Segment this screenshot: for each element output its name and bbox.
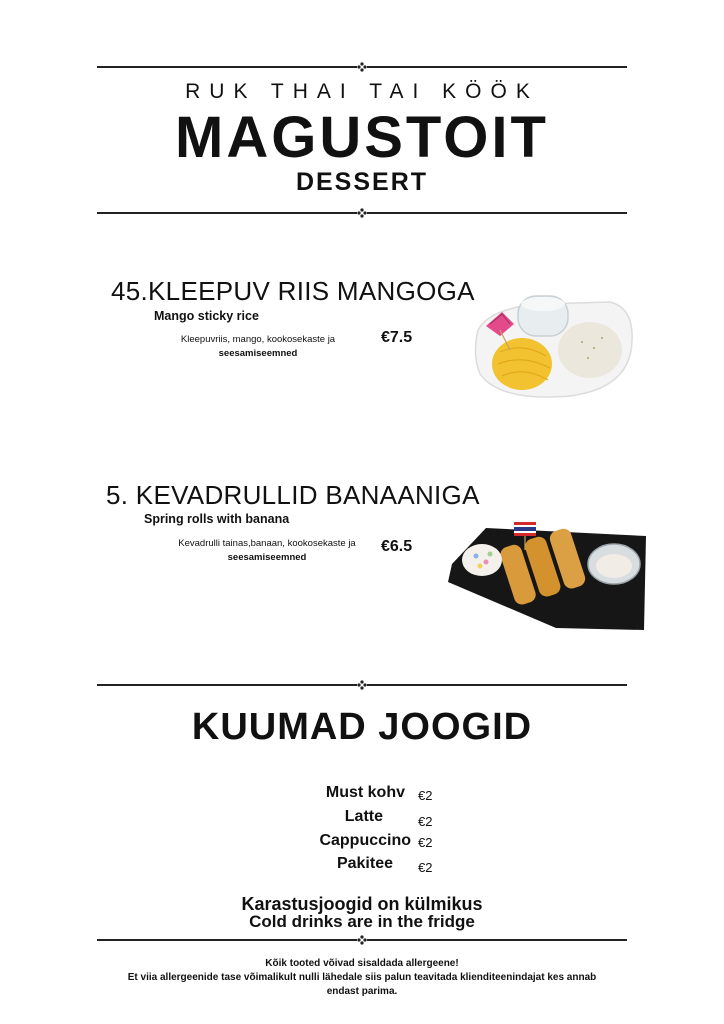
menu-item-price: €6.5 — [381, 538, 413, 555]
drink-name: Must kohv — [325, 784, 405, 801]
ornament-icon — [357, 680, 367, 690]
allergen-line: endast parima. — [326, 986, 398, 997]
top-divider — [97, 62, 627, 72]
footer-divider — [97, 935, 627, 945]
page-title: MAGUSTOIT — [175, 105, 549, 170]
drink-name: Cappuccino — [319, 832, 411, 849]
hot-drinks-title: KUUMAD JOOGID — [191, 706, 533, 748]
ornament-icon — [357, 935, 367, 945]
menu-item-name: 5. KEVADRULLID BANAANIGA — [106, 480, 480, 510]
spring-rolls-photo — [446, 520, 648, 632]
drink-price: €2 — [418, 814, 433, 829]
drink-name: Latte — [344, 808, 383, 825]
page-subtitle: DESSERT — [295, 168, 429, 196]
ornament-icon — [357, 208, 367, 218]
allergen-note — [0, 957, 724, 999]
allergen-line: Et viia allergeenide tase võimalikult nulli lähedale siis palun teavitada klienditeenindajat kes annab — [127, 972, 597, 983]
mango-sticky-rice-photo — [470, 290, 636, 402]
menu-item-name-en: Mango sticky rice — [154, 309, 259, 323]
allergen-line: Kõik tooted võivad sisaldada allergeene! — [265, 958, 459, 969]
menu-item-name: 45.KLEEPUV RIIS MANGOGA — [111, 276, 475, 306]
header-divider — [97, 208, 627, 218]
menu-item-name-en: Spring rolls with banana — [144, 512, 290, 526]
drink-price: €2 — [418, 835, 433, 850]
drink-price: €2 — [418, 788, 433, 803]
menu-item-price: €7.5 — [381, 329, 413, 346]
drink-name: Pakitee — [336, 855, 393, 872]
menu-item-description: Kleepuvriis, mango, kookosekaste ja seesamiseemned — [180, 334, 336, 359]
restaurant-name: RUK THAI TAI KÖÖK — [185, 80, 539, 103]
cold-drinks-note-en: Cold drinks are in the fridge — [249, 912, 475, 931]
drink-price: €2 — [418, 860, 433, 875]
ornament-icon — [357, 62, 367, 72]
cold-drinks-note: Karastusjoogid on külmikus — [241, 894, 483, 914]
drinks-divider — [97, 680, 627, 690]
menu-item-description: Kevadrulli tainas,banaan, kookosekaste ja seesamiseemned — [178, 538, 356, 563]
